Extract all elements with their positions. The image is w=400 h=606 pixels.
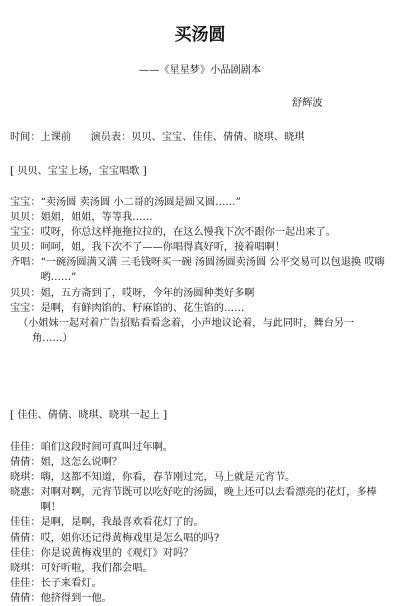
dialogue-text: 是啊，是啊，我最喜欢看花灯了的。 [40,517,204,529]
dialogue-line [10,255,390,285]
stage-direction: [ 贝贝、宝宝上场，宝宝唱歌 ] [10,166,147,177]
dialogue-line [10,591,390,606]
speaker-label: 宝宝： [10,227,41,239]
dialogue-line [10,470,390,485]
dialogue-line [10,576,390,591]
dialogue-line [10,210,390,225]
stage-direction: [ 佳佳、倩倩、晓琪、晓琪一起上 ] [10,410,168,421]
speaker-label: 倩倩： [10,592,41,604]
speaker-label: 宝宝： [10,197,41,208]
dialogue-line [10,301,390,316]
stage-note [10,316,390,346]
speaker-label: 贝贝： [10,242,41,254]
stage-note-text: （小姐妹一起对着广告招贴看看念着，小声地议论着，与此同时，舞台另一角……） [18,317,355,344]
dialogue-text: 他挤得到一他。 [40,592,112,604]
dialogue-line [10,195,390,210]
dialogue-text: 可好听啦，我们都会唱。 [40,562,153,574]
dialogue-text: 姐，这怎么说啊？ [40,457,123,469]
scene-2-dialogue [10,440,390,606]
dialogue-line [10,286,390,301]
speaker-label: 晓琪： [10,472,41,484]
speaker-label: 晓惠： [10,487,41,499]
speaker-label: 倩倩： [10,457,41,469]
cast-list: 演员表：贝贝、宝宝、佳佳、倩倩、晓琪、晓琪 [90,132,305,143]
speaker-label: 佳佳： [10,577,41,589]
speaker-label: 倩倩： [10,532,41,544]
dialogue-text: 呵呵，姐，我下次不了——你唱得真好听，接着唱啊！ [40,242,286,254]
dialogue-text: “一碗汤圆满又满 三毛钱呀买一碗 汤圆汤圆卖汤圆 公平交易可以包退换 哎嗨哟……” [40,257,385,284]
dialogue-text: 哎呀，你总这样拖拖拉拉的，在这么慢我下次不跟你一起出来了。 [40,227,336,239]
scene-1-dialogue [10,195,390,346]
speaker-label: 佳佳： [10,442,41,453]
speaker-label: 贝贝： [10,287,41,299]
dialogue-text: 你是说黄梅戏里的《观灯》对吗？ [40,547,194,559]
dialogue-line [10,531,390,546]
speaker-label: 宝宝： [10,302,41,314]
author-name: 舒辉波 [292,98,323,109]
dialogue-line [10,561,390,576]
dialogue-line [10,485,390,515]
dialogue-text: 嗨，这都不知道，你看，春节刚过完，马上就是元宵节。 [40,472,296,484]
dialogue-line [10,546,390,561]
dialogue-line [10,240,390,255]
dialogue-text: 姐，五方斋到了，哎呀，今年的汤圆种类好多啊 [40,287,255,299]
speaker-label: 佳佳： [10,547,41,559]
speaker-label: 晓琪： [10,562,41,574]
dialogue-text: 姐姐，姐姐，等等我…… [40,212,153,224]
dialogue-line [10,515,390,530]
dialogue-text: “卖汤圆 卖汤圆 小二哥的汤圆是圆又圆……” [40,197,241,208]
page-title: 买汤圆 [174,25,226,45]
speaker-label: 贝贝： [10,212,41,224]
dialogue-line [10,455,390,470]
dialogue-text: 是啊，有鲜肉馅的、籽麻馅的、花生馅的…… [40,302,245,314]
time-text: 时间：上课前 [10,132,72,143]
dialogue-text: 对啊对啊，元宵节既可以吃好吃的汤圆，晚上还可以去看漂亮的花灯，多棒啊！ [40,487,377,514]
dialogue-line [10,440,390,455]
dialogue-line [10,225,390,240]
dialogue-text: 哎，姐你还记得黄梅戏里是怎么唱的吗? [40,532,220,544]
dialogue-text: 长子来看灯。 [40,577,102,589]
speaker-label: 齐唱： [10,257,41,269]
dialogue-text: 咱们这段时间可真叫过年啊。 [40,442,173,453]
meta-line [10,130,305,145]
subtitle: ——《星星梦》小品剧剧本 [138,65,262,76]
speaker-label: 佳佳： [10,517,41,529]
